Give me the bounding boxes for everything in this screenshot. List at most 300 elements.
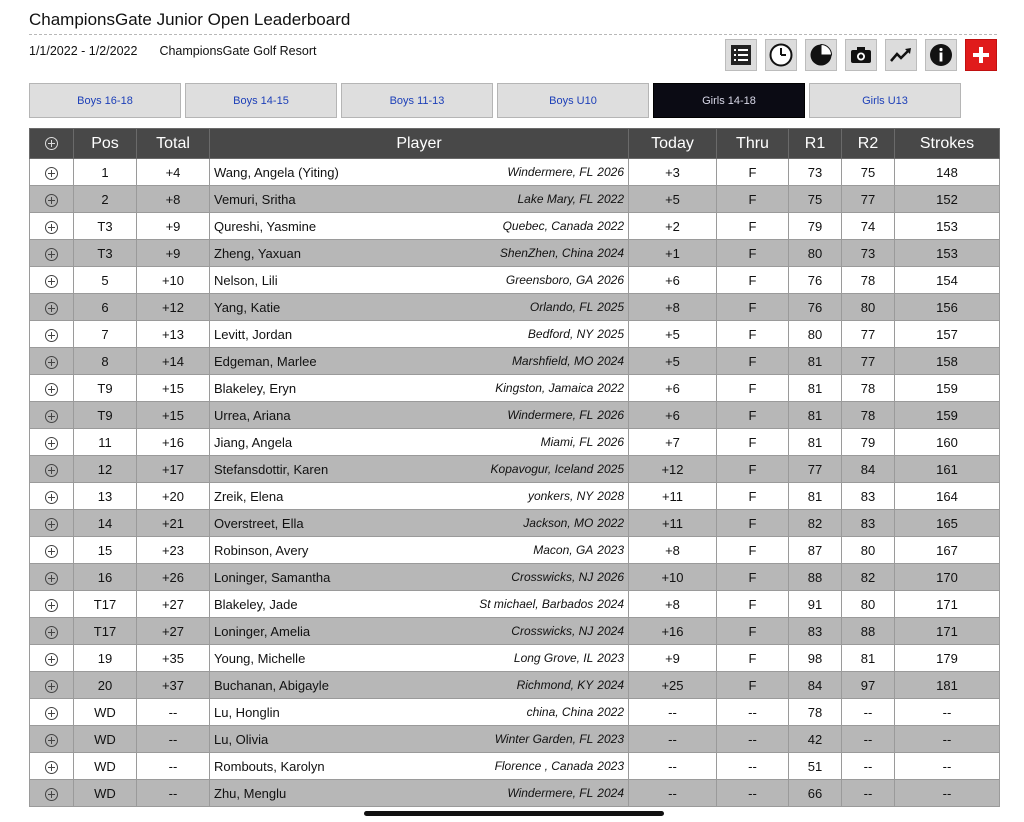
table-row[interactable]	[30, 375, 1000, 402]
player-hometown	[541, 435, 624, 449]
player-name[interactable]: Jiang, Angela	[214, 434, 293, 450]
cell-thru: F	[717, 267, 789, 294]
player-name[interactable]: Zhu, Menglu	[214, 785, 287, 801]
player-grad-year: 2025	[597, 326, 624, 341]
col-r2[interactable]: R2	[842, 129, 895, 159]
trend-button[interactable]	[885, 39, 917, 71]
player-name[interactable]: Qureshi, Yasmine	[214, 218, 317, 234]
player-name[interactable]: Zreik, Elena	[214, 488, 284, 504]
cell-strokes: 164	[895, 483, 1000, 510]
cell-pos: T17	[74, 618, 137, 645]
cell-thru: F	[717, 375, 789, 402]
cell-player	[210, 321, 629, 348]
player-hometown	[491, 462, 624, 476]
home-indicator	[364, 811, 664, 816]
player-hometown	[517, 192, 624, 206]
player-name[interactable]: Edgeman, Marlee	[214, 353, 317, 369]
clock-icon	[769, 43, 793, 67]
player-location: St michael, Barbados	[479, 596, 594, 611]
col-strokes[interactable]: Strokes	[895, 129, 1000, 159]
player-location: Quebec, Canada	[502, 218, 594, 233]
cell-r1: 88	[789, 564, 842, 591]
expand-icon	[45, 329, 58, 342]
player-name[interactable]: Buchanan, Abigayle	[214, 677, 329, 693]
cell-pos: 2	[74, 186, 137, 213]
expand-row-button[interactable]	[30, 483, 74, 510]
cell-today: +2	[629, 213, 717, 240]
list-icon	[730, 44, 752, 66]
table-row[interactable]	[30, 510, 1000, 537]
cell-r2: --	[842, 753, 895, 780]
cell-today: +8	[629, 537, 717, 564]
expand-icon	[45, 221, 58, 234]
cell-today: +3	[629, 159, 717, 186]
expand-icon	[45, 275, 58, 288]
expand-icon	[45, 680, 58, 693]
player-name[interactable]: Stefansdottir, Karen	[214, 461, 329, 477]
cell-player	[210, 510, 629, 537]
player-grad-year: 2026	[597, 272, 624, 287]
cell-today: +6	[629, 375, 717, 402]
expand-row-button[interactable]	[30, 672, 74, 699]
player-grad-year: 2024	[597, 623, 624, 638]
player-hometown	[511, 570, 624, 584]
cell-today: +7	[629, 429, 717, 456]
cell-r1: 75	[789, 186, 842, 213]
table-row[interactable]	[30, 537, 1000, 564]
cell-pos: WD	[74, 699, 137, 726]
table-row[interactable]	[30, 321, 1000, 348]
cell-r2: 78	[842, 402, 895, 429]
expand-icon	[45, 707, 58, 720]
table-row[interactable]	[30, 213, 1000, 240]
cell-total: +37	[137, 672, 210, 699]
cell-pos: 12	[74, 456, 137, 483]
col-pos[interactable]: Pos	[74, 129, 137, 159]
cell-player	[210, 564, 629, 591]
player-name[interactable]: Yang, Katie	[214, 299, 281, 315]
cell-r2: 77	[842, 186, 895, 213]
cell-strokes: --	[895, 753, 1000, 780]
tab-boys-11-13[interactable]: Boys 11-13	[341, 83, 493, 118]
player-grad-year: 2023	[597, 650, 624, 665]
col-total[interactable]: Total	[137, 129, 210, 159]
cell-today: +11	[629, 483, 717, 510]
expand-row-button[interactable]	[30, 537, 74, 564]
player-name[interactable]: Blakeley, Eryn	[214, 380, 297, 396]
table-row[interactable]	[30, 429, 1000, 456]
expand-row-button[interactable]	[30, 348, 74, 375]
cell-pos: 13	[74, 483, 137, 510]
table-row[interactable]	[30, 645, 1000, 672]
cell-pos: 8	[74, 348, 137, 375]
cell-pos: WD	[74, 780, 137, 807]
table-row[interactable]	[30, 348, 1000, 375]
tab-boys-u10[interactable]: Boys U10	[497, 83, 649, 118]
cell-pos: T9	[74, 402, 137, 429]
cell-strokes: 170	[895, 564, 1000, 591]
cell-thru: F	[717, 618, 789, 645]
cell-r2: 82	[842, 564, 895, 591]
cell-r2: 79	[842, 429, 895, 456]
table-row[interactable]	[30, 186, 1000, 213]
player-location: Florence , Canada	[494, 758, 594, 773]
table-row[interactable]	[30, 402, 1000, 429]
cell-player	[210, 780, 629, 807]
cell-player	[210, 591, 629, 618]
cell-thru: F	[717, 402, 789, 429]
table-row[interactable]	[30, 456, 1000, 483]
player-location: Marshfield, MO	[511, 353, 594, 368]
cell-player	[210, 618, 629, 645]
player-name[interactable]: Overstreet, Ella	[214, 515, 304, 531]
player-name[interactable]: Loninger, Samantha	[214, 569, 331, 585]
expand-row-button[interactable]	[30, 753, 74, 780]
expand-icon	[45, 788, 58, 801]
cell-player	[210, 753, 629, 780]
cell-r1: 82	[789, 510, 842, 537]
cell-today: +1	[629, 240, 717, 267]
table-row[interactable]	[30, 294, 1000, 321]
player-location: ShenZhen, China	[499, 245, 594, 260]
player-grad-year: 2024	[597, 785, 624, 800]
cell-player	[210, 267, 629, 294]
cell-r1: 98	[789, 645, 842, 672]
player-location: Kingston, Jamaica	[495, 380, 594, 395]
expand-icon	[45, 491, 58, 504]
player-grad-year: 2026	[597, 569, 624, 584]
expand-row-button[interactable]	[30, 456, 74, 483]
player-grad-year: 2023	[597, 542, 624, 557]
cell-player	[210, 699, 629, 726]
cell-today: --	[629, 699, 717, 726]
cell-thru: F	[717, 186, 789, 213]
cell-pos: 1	[74, 159, 137, 186]
cell-today: +10	[629, 564, 717, 591]
player-hometown	[523, 516, 624, 530]
cell-today: +6	[629, 402, 717, 429]
player-grad-year: 2028	[597, 488, 624, 503]
cell-strokes: 171	[895, 618, 1000, 645]
cell-total: +4	[137, 159, 210, 186]
cell-r1: 80	[789, 240, 842, 267]
cell-r1: 91	[789, 591, 842, 618]
expand-row-button[interactable]	[30, 240, 74, 267]
cell-r1: 79	[789, 213, 842, 240]
col-today[interactable]: Today	[629, 129, 717, 159]
cell-strokes: 165	[895, 510, 1000, 537]
cell-total: +15	[137, 375, 210, 402]
player-location: Jackson, MO	[523, 515, 594, 530]
cell-strokes: 156	[895, 294, 1000, 321]
cell-r1: 66	[789, 780, 842, 807]
cell-r2: 74	[842, 213, 895, 240]
cell-r1: 73	[789, 159, 842, 186]
info-button[interactable]	[925, 39, 957, 71]
player-name[interactable]: Robinson, Avery	[214, 542, 309, 558]
cell-total: +23	[137, 537, 210, 564]
player-name[interactable]: Urrea, Ariana	[214, 407, 291, 423]
expand-row-button[interactable]	[30, 375, 74, 402]
cell-r1: 84	[789, 672, 842, 699]
plus-icon	[971, 45, 991, 65]
expand-row-button[interactable]	[30, 726, 74, 753]
player-location: Bedford, NY	[527, 326, 594, 341]
player-hometown	[507, 408, 624, 422]
table-row[interactable]	[30, 483, 1000, 510]
player-hometown	[517, 678, 624, 692]
expand-icon	[45, 653, 58, 666]
expand-row-button[interactable]	[30, 429, 74, 456]
player-location: Macon, GA	[533, 542, 594, 557]
cell-thru: F	[717, 159, 789, 186]
expand-row-button[interactable]	[30, 321, 74, 348]
expand-icon	[45, 599, 58, 612]
player-location: Kopavogur, Iceland	[490, 461, 594, 476]
player-grad-year: 2024	[597, 677, 624, 692]
clock-button[interactable]	[765, 39, 797, 71]
expand-row-button[interactable]	[30, 564, 74, 591]
table-row[interactable]	[30, 699, 1000, 726]
col-r1[interactable]: R1	[789, 129, 842, 159]
cell-r1: 81	[789, 375, 842, 402]
col-thru[interactable]: Thru	[717, 129, 789, 159]
tab-girls-14-18[interactable]: Girls 14-18	[653, 83, 805, 118]
player-grad-year: 2024	[597, 596, 624, 611]
player-hometown	[507, 165, 624, 179]
cell-total: --	[137, 699, 210, 726]
cell-strokes: --	[895, 726, 1000, 753]
list-button[interactable]	[725, 39, 757, 71]
player-hometown	[511, 624, 624, 638]
cell-r2: 83	[842, 510, 895, 537]
cell-today: +8	[629, 294, 717, 321]
table-row[interactable]	[30, 564, 1000, 591]
cell-today: +5	[629, 321, 717, 348]
player-grad-year: 2026	[597, 434, 624, 449]
cell-strokes: 148	[895, 159, 1000, 186]
player-grad-year: 2022	[597, 380, 624, 395]
expand-row-button[interactable]	[30, 699, 74, 726]
player-hometown	[503, 219, 624, 233]
expand-all-button[interactable]	[30, 129, 74, 159]
cell-total: +26	[137, 564, 210, 591]
expand-row-button[interactable]	[30, 402, 74, 429]
cell-player	[210, 537, 629, 564]
expand-icon	[45, 383, 58, 396]
cell-today: +8	[629, 591, 717, 618]
tab-boys-16-18[interactable]: Boys 16-18	[29, 83, 181, 118]
player-location: china, China	[526, 704, 594, 719]
table-row[interactable]	[30, 159, 1000, 186]
cell-thru: F	[717, 456, 789, 483]
cell-pos: 19	[74, 645, 137, 672]
cell-r2: 77	[842, 321, 895, 348]
cell-player	[210, 240, 629, 267]
cell-player	[210, 348, 629, 375]
cell-strokes: 167	[895, 537, 1000, 564]
expand-icon	[45, 437, 58, 450]
expand-row-button[interactable]	[30, 591, 74, 618]
cell-player	[210, 186, 629, 213]
cell-total: --	[137, 726, 210, 753]
cell-r2: 80	[842, 537, 895, 564]
player-hometown	[506, 273, 624, 287]
cell-player	[210, 726, 629, 753]
cell-strokes: 152	[895, 186, 1000, 213]
event-dates: 1/1/2022 - 1/2/2022	[29, 44, 138, 58]
event-venue: ChampionsGate Golf Resort	[159, 44, 317, 58]
cell-r1: 87	[789, 537, 842, 564]
cell-r1: 81	[789, 429, 842, 456]
cell-thru: F	[717, 321, 789, 348]
title-divider	[29, 34, 997, 35]
add-button[interactable]	[965, 39, 997, 71]
cell-strokes: --	[895, 699, 1000, 726]
cell-today: +16	[629, 618, 717, 645]
cell-strokes: 161	[895, 456, 1000, 483]
player-name[interactable]: Wang, Angela (Yiting)	[214, 164, 339, 180]
cell-player	[210, 429, 629, 456]
cell-r2: 81	[842, 645, 895, 672]
cell-pos: T3	[74, 240, 137, 267]
page-title: ChampionsGate Junior Open Leaderboard	[29, 10, 351, 29]
leaderboard-table	[29, 128, 1000, 807]
cell-r1: 76	[789, 294, 842, 321]
cell-player	[210, 213, 629, 240]
table-row[interactable]	[30, 753, 1000, 780]
expand-row-button[interactable]	[30, 780, 74, 807]
table-row[interactable]	[30, 267, 1000, 294]
cell-thru: F	[717, 645, 789, 672]
cell-r2: 78	[842, 267, 895, 294]
cell-player	[210, 375, 629, 402]
player-name[interactable]: Zheng, Yaxuan	[214, 245, 301, 261]
cell-strokes: 158	[895, 348, 1000, 375]
tab-boys-14-15[interactable]: Boys 14-15	[185, 83, 337, 118]
pie-chart-icon	[809, 43, 833, 67]
tab-girls-u13[interactable]: Girls U13	[809, 83, 961, 118]
cell-r2: 88	[842, 618, 895, 645]
player-hometown	[507, 786, 624, 800]
cell-r2: --	[842, 699, 895, 726]
player-grad-year: 2022	[597, 191, 624, 206]
player-name[interactable]: Rombouts, Karolyn	[214, 758, 325, 774]
camera-button[interactable]	[845, 39, 877, 71]
cell-thru: F	[717, 564, 789, 591]
cell-thru: --	[717, 699, 789, 726]
player-hometown	[528, 489, 624, 503]
player-name[interactable]: Lu, Olivia	[214, 731, 269, 747]
player-location: Miami, FL	[540, 434, 594, 449]
expand-icon	[45, 410, 58, 423]
cell-pos: WD	[74, 753, 137, 780]
cell-strokes: 160	[895, 429, 1000, 456]
player-location: Orlando, FL	[529, 299, 594, 314]
cell-total: +10	[137, 267, 210, 294]
cell-pos: 15	[74, 537, 137, 564]
expand-icon	[45, 545, 58, 558]
player-location: Crosswicks, NJ	[511, 569, 594, 584]
cell-strokes: 179	[895, 645, 1000, 672]
player-grad-year: 2024	[597, 353, 624, 368]
cell-thru: F	[717, 483, 789, 510]
cell-r1: 81	[789, 483, 842, 510]
cell-total: +12	[137, 294, 210, 321]
cell-r1: 42	[789, 726, 842, 753]
cell-thru: F	[717, 213, 789, 240]
cell-r2: --	[842, 726, 895, 753]
cell-thru: --	[717, 726, 789, 753]
player-name[interactable]: Nelson, Lili	[214, 272, 278, 288]
player-name[interactable]: Lu, Honglin	[214, 704, 280, 720]
player-grad-year: 2026	[597, 164, 624, 179]
player-location: Windermere, FL	[507, 164, 594, 179]
cell-strokes: 153	[895, 213, 1000, 240]
cell-r1: 81	[789, 348, 842, 375]
cell-total: +14	[137, 348, 210, 375]
expand-row-button[interactable]	[30, 267, 74, 294]
cell-pos: 5	[74, 267, 137, 294]
cell-total: +15	[137, 402, 210, 429]
expand-icon	[45, 734, 58, 747]
cell-strokes: --	[895, 780, 1000, 807]
player-hometown	[533, 543, 624, 557]
player-name[interactable]: Vemuri, Sritha	[214, 191, 296, 207]
table-row[interactable]	[30, 618, 1000, 645]
player-hometown	[479, 597, 624, 611]
player-name[interactable]: Blakeley, Jade	[214, 596, 298, 612]
table-row[interactable]	[30, 240, 1000, 267]
cell-r2: 80	[842, 294, 895, 321]
expand-row-button[interactable]	[30, 510, 74, 537]
cell-total: +16	[137, 429, 210, 456]
player-location: Greensboro, GA	[505, 272, 594, 287]
player-name[interactable]: Young, Michelle	[214, 650, 306, 666]
cell-thru: F	[717, 510, 789, 537]
cell-strokes: 159	[895, 375, 1000, 402]
player-hometown	[495, 759, 624, 773]
expand-row-button[interactable]	[30, 294, 74, 321]
cell-r2: --	[842, 780, 895, 807]
cell-thru: F	[717, 672, 789, 699]
cell-r1: 81	[789, 402, 842, 429]
player-name[interactable]: Levitt, Jordan	[214, 326, 293, 342]
cell-thru: F	[717, 591, 789, 618]
expand-row-button[interactable]	[30, 618, 74, 645]
cell-r2: 75	[842, 159, 895, 186]
expand-row-button[interactable]	[30, 159, 74, 186]
table-row[interactable]	[30, 726, 1000, 753]
col-player[interactable]: Player	[210, 129, 629, 159]
player-name[interactable]: Loninger, Amelia	[214, 623, 311, 639]
camera-icon	[849, 44, 873, 66]
expand-icon	[45, 194, 58, 207]
expand-row-button[interactable]	[30, 186, 74, 213]
expand-row-button[interactable]	[30, 645, 74, 672]
cell-pos: 14	[74, 510, 137, 537]
player-hometown	[495, 732, 624, 746]
player-grad-year: 2025	[597, 299, 624, 314]
player-location: Windermere, FL	[507, 785, 594, 800]
player-grad-year: 2024	[597, 245, 624, 260]
pie-chart-button[interactable]	[805, 39, 837, 71]
table-row[interactable]	[30, 591, 1000, 618]
table-row[interactable]	[30, 672, 1000, 699]
player-grad-year: 2023	[597, 758, 624, 773]
expand-row-button[interactable]	[30, 213, 74, 240]
table-row[interactable]	[30, 780, 1000, 807]
